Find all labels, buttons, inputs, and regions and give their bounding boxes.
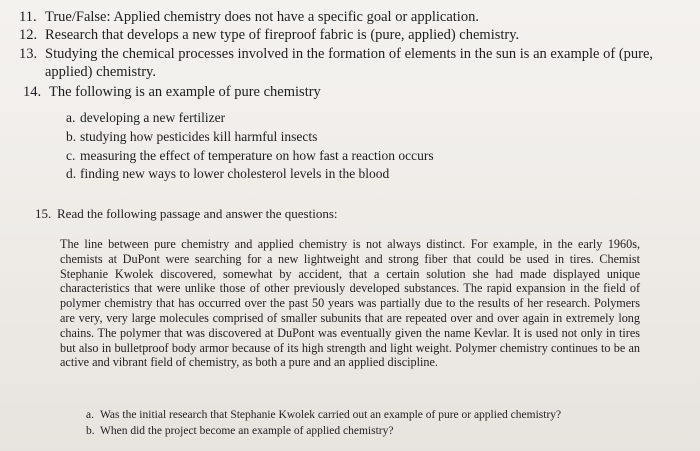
subquestion-a: [86, 408, 561, 422]
option-letter: d.: [66, 166, 77, 181]
question-text: Read the following passage and answer the questions:: [57, 206, 338, 221]
option-d: [66, 166, 389, 182]
option-text: finding new ways to lower cholesterol levels in the blood: [80, 166, 390, 181]
option-letter: b.: [66, 129, 77, 144]
option-text: measuring the effect of temperature on how fast a reaction occurs: [80, 148, 434, 163]
question-number: 14.: [23, 84, 42, 100]
subquestion-b: [86, 424, 393, 438]
question-text: Research that develops a new type of fireproof fabric is (pure, applied) chemistry.: [45, 27, 520, 43]
option-text: developing a new fertilizer: [80, 110, 226, 125]
reading-passage: The line between pure chemistry and applied chemistry is not always distinct. For example, in the early 1960s, chemists at DuPont were searching for a new lightweight and strong fiber that could be used in tires. Chemist Stephanie Kwolek discovered, somewhat by accident, that a certain solution she had made displayed unique characteristics that were unlike those of other previously developed substances. The rapid expansion in the field of polymer chemistry that has occurred over the past 50 years was partially due to the results of her research. Polymers are very, very large molecules comprised of smaller subunits that are repeated over and over again in extremely long chains. The polymer that was discovered at DuPont was eventually given the name Kevlar. It is used not only in tires but also in bulletproof body armor because of its high strength and light weight. Polymer chemistry continues to be an active and vibrant field of chemistry, as both a pure and an applied discipline.: [60, 237, 640, 370]
subquestion-text: When did the project become an example of applied chemistry?: [100, 425, 394, 437]
option-b: [66, 129, 317, 145]
question-13: [19, 46, 653, 63]
question-number: 12.: [19, 27, 38, 43]
question-15: [35, 205, 338, 222]
question-text: True/False: Applied chemistry does not have a specific goal or application.: [45, 9, 479, 25]
question-number: 11.: [19, 9, 37, 25]
question-13-continued: [45, 64, 156, 81]
subquestion-letter: a.: [86, 409, 94, 421]
question-number: 15.: [35, 206, 52, 221]
option-a: [66, 110, 225, 126]
option-letter: a.: [66, 110, 76, 125]
question-12: [19, 27, 519, 44]
subquestion-letter: b.: [86, 425, 95, 437]
question-text-line2: applied) chemistry.: [45, 64, 156, 80]
question-text-line1: Studying the chemical processes involved in the formation of elements in the sun is an example of (pure,: [45, 46, 654, 62]
question-11: [19, 9, 479, 26]
option-c: [66, 148, 434, 164]
question-14: [23, 84, 321, 101]
question-number: 13.: [19, 46, 38, 62]
question-text: The following is an example of pure chemistry: [49, 84, 321, 100]
subquestion-text: Was the initial research that Stephanie Kwolek carried out an example of pure or applied chemistry?: [100, 409, 562, 421]
option-letter: c.: [66, 148, 76, 163]
option-text: studying how pesticides kill harmful insects: [80, 129, 318, 144]
